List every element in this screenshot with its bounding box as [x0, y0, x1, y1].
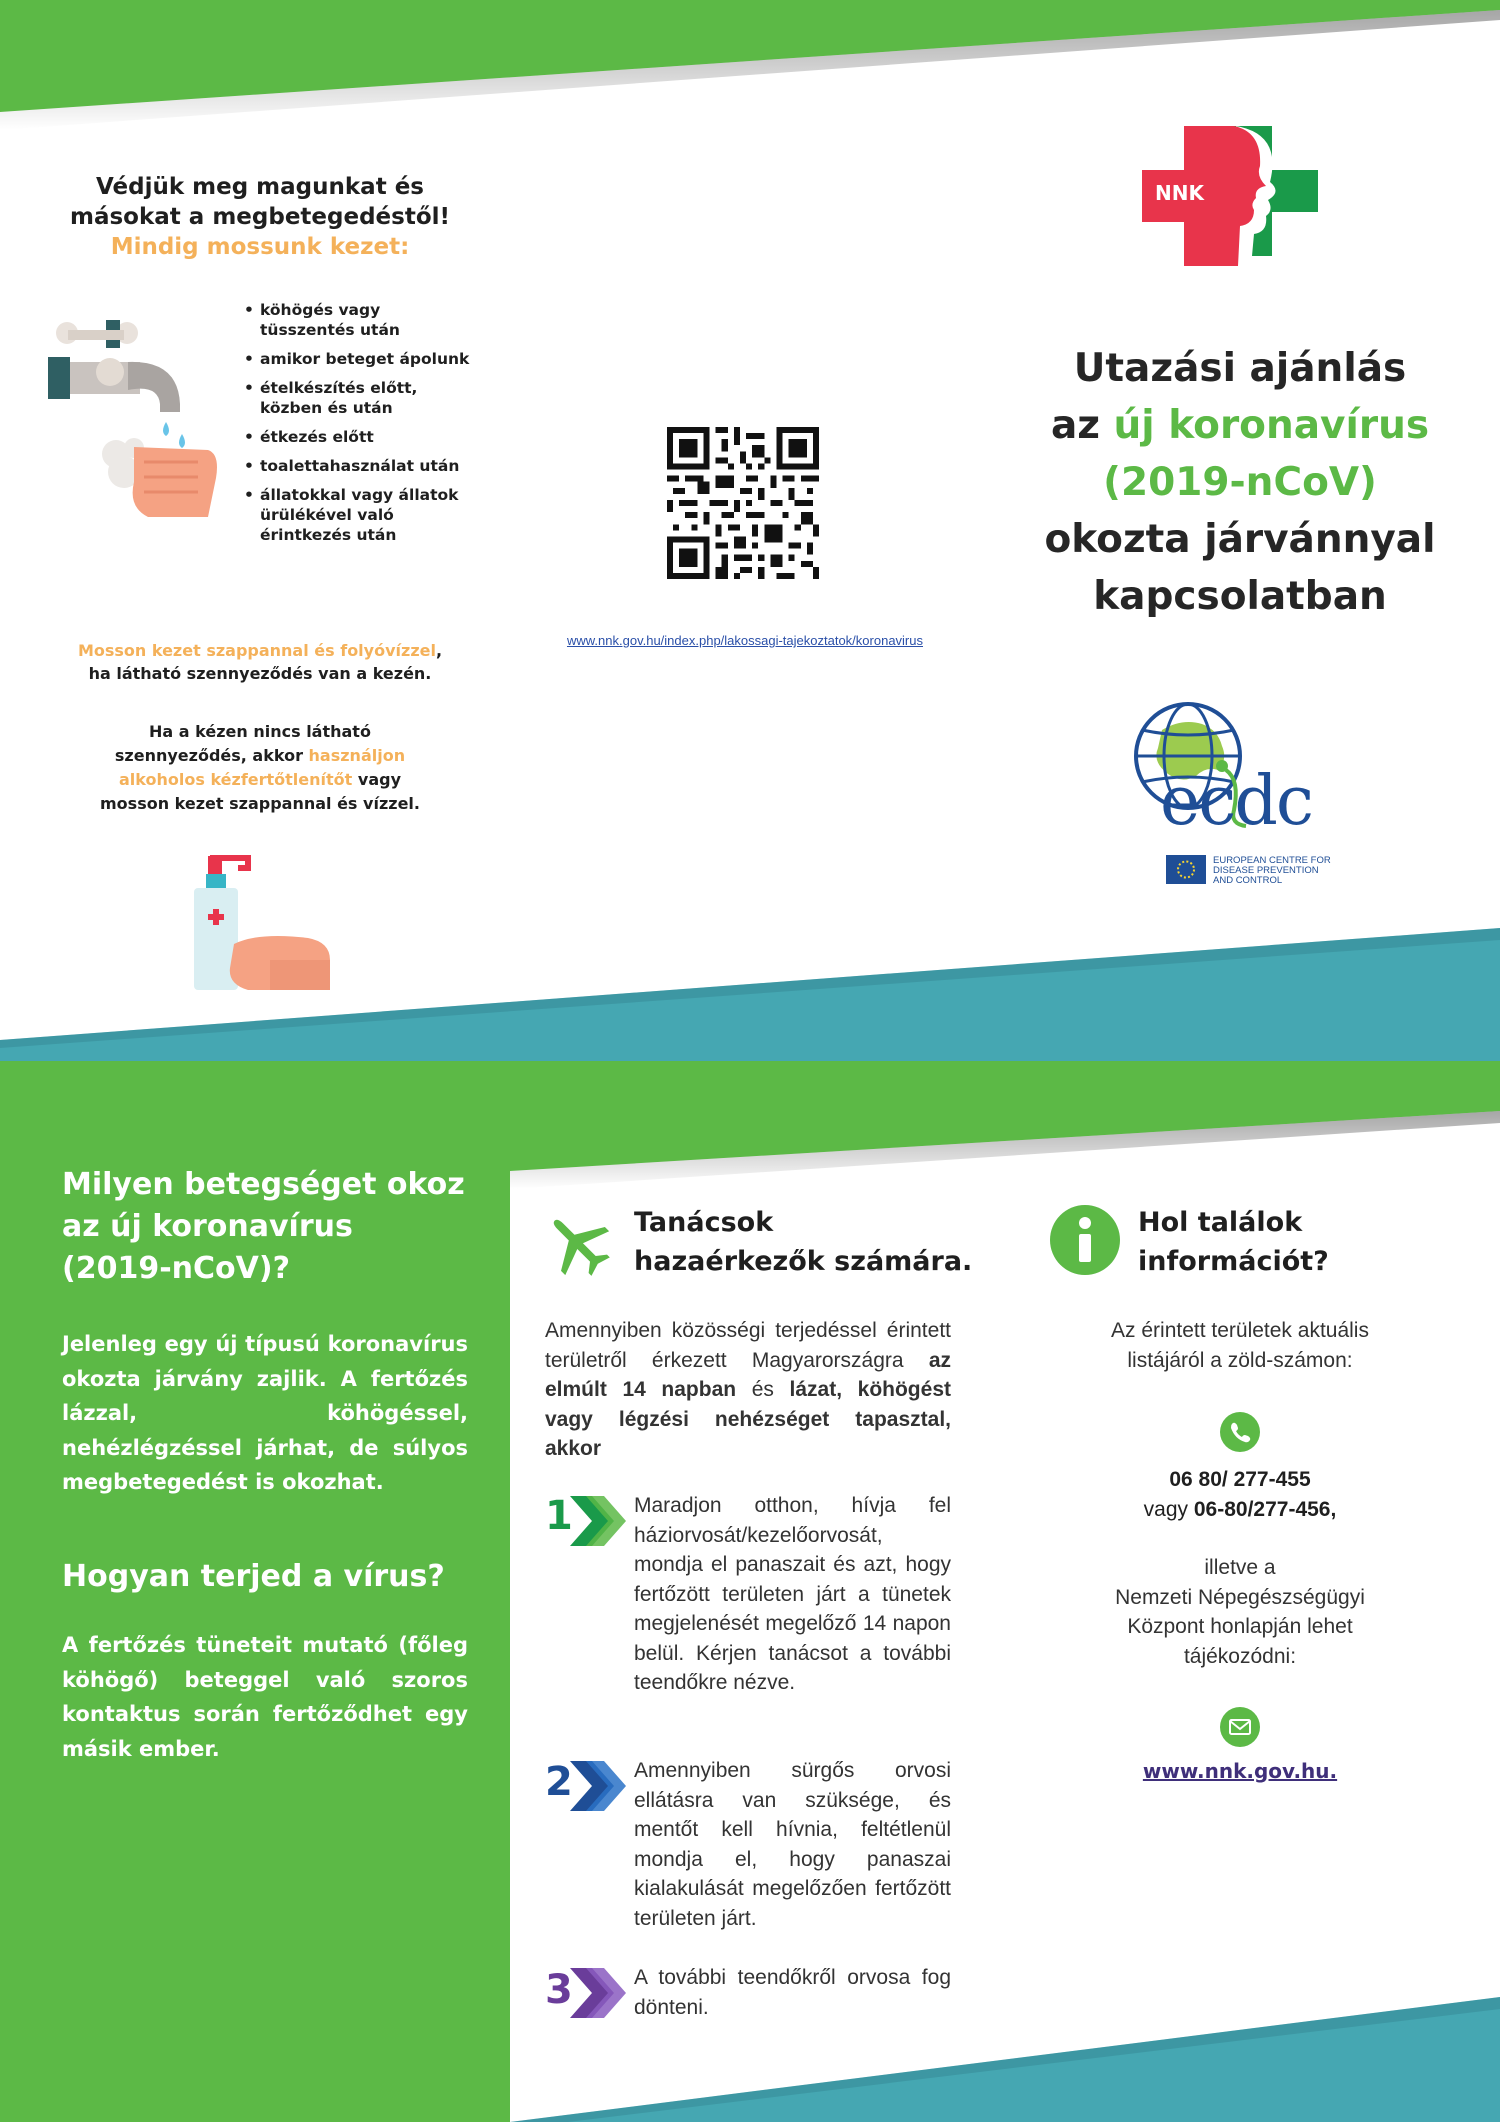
- info-center-text: [1070, 1553, 1410, 1671]
- sanitizer-tip-part2: vagy mosson kezet szappannal és vízzel.: [100, 770, 420, 813]
- answer-spread: A fertőzés tüneteit mutató (főleg köhögő) beteggel való szoros kontaktus során fertőződhet egy másik ember.: [62, 1633, 468, 1761]
- phone-number-1[interactable]: 06 80/ 277-455: [1169, 1468, 1311, 1491]
- handwash-subheading: Mindig mossunk kezet:: [110, 234, 410, 260]
- wash-tip-highlight: Mosson kezet szappannal és folyóvízzel: [77, 641, 436, 660]
- ecdc-logo-text: ecdc: [1160, 762, 1312, 841]
- info-center-line3: tájékozódni:: [1183, 1644, 1297, 1668]
- list-item: • amikor beteget ápolunk: [244, 349, 474, 369]
- email-icon: [1220, 1707, 1260, 1747]
- nnk-logo-text: NNK: [1155, 181, 1204, 205]
- intro-text-symptoms: lázat, köhögést vagy légzési nehézséget tapasztal, akkor: [545, 1378, 951, 1460]
- question-disease: Milyen betegséget okoz az új koronavírus (2019-nCoV)?: [62, 1167, 465, 1286]
- eu-flag-icon: [1166, 855, 1206, 884]
- handwash-heading-line1: Védjük meg magunkat és: [95, 174, 424, 200]
- title-line2: [1005, 397, 1475, 454]
- leaflet-title: [1005, 340, 1475, 625]
- ecdc-name-line3: AND CONTROL: [1213, 875, 1283, 886]
- list-item: • állatokkal vagy állatok ürülékével való érintkezés után: [244, 485, 474, 545]
- wash-tip-rest: ha látható szennyeződés van a kezén.: [88, 664, 432, 683]
- airplane-icon: [543, 1209, 613, 1279]
- top-green-band: [0, 0, 1500, 112]
- title-line2-prefix: az: [1050, 403, 1114, 448]
- info-or-text: illetve a: [1204, 1556, 1276, 1579]
- faucet-icon: [48, 312, 228, 527]
- step-text-2: Amennyiben sürgős orvosi ellátásra van szüksége, és mentőt kell hívnia, feltétlenül mondja el, hogy panaszai kialakulását megelőzően fertőzött területen járt.: [634, 1759, 951, 1930]
- phone-number-2[interactable]: 06-80/277-456,: [1193, 1497, 1337, 1521]
- returnee-advice-title: [634, 1203, 994, 1281]
- step-text-1: Maradjon otthon, hívja fel háziorvosát/kezelőorvosát, mondja el panaszait és azt, hogy fertőzött területen járt a tünetek megjelenését megelőző 14 napon belül. Kérjen tanácsot a további teendőkre nézve.: [634, 1494, 951, 1694]
- ecdc-full-name: [1213, 856, 1331, 886]
- intro-text-c: és: [736, 1378, 790, 1401]
- step-3-chevron-icon: [570, 1968, 626, 2018]
- title-virus-name: új koronavírus: [1113, 403, 1430, 448]
- intro-text-a: Amennyiben közösségi terjedéssel érintett területről érkezett Magyarországra: [545, 1319, 951, 1372]
- qr-code-icon: [667, 427, 819, 579]
- info-title: [1138, 1203, 1438, 1281]
- step-1-chevron-icon: [570, 1496, 626, 1546]
- title-line5: kapcsolatban: [1093, 574, 1387, 619]
- title-line1: Utazási ajánlás: [1073, 346, 1407, 391]
- handwash-bullet-list: [244, 300, 474, 554]
- returnee-intro: [545, 1316, 951, 1464]
- title-line3: (2019-nCoV): [1103, 460, 1377, 505]
- list-item: • toalettahasználat után: [244, 456, 474, 476]
- nnk-coronavirus-link[interactable]: www.nnk.gov.hu/index.php/lakossagi-tajekoztatok/koronavirus: [566, 633, 923, 648]
- info-intro: Az érintett területek aktuális listájáról a zöld-számon:: [1111, 1319, 1369, 1372]
- sanitizer-tip-part1: Ha a kézen nincs látható szennyeződés, akkor: [114, 722, 371, 765]
- hand-sanitizer-icon: [188, 852, 333, 990]
- list-item: • köhögés vagy tüsszentés után: [244, 300, 474, 340]
- list-item: • étkezés előtt: [244, 427, 474, 447]
- returnee-title-line1: Tanácsok: [634, 1207, 774, 1238]
- info-center-line2: Központ honlapján lehet: [1127, 1615, 1353, 1638]
- list-item: • ételkészítés előtt, közben és után: [244, 378, 474, 418]
- intro-text-14-days: az elmúlt 14 napban: [545, 1348, 951, 1401]
- sanitizer-tip: [100, 720, 420, 816]
- handwash-heading: [60, 172, 460, 262]
- info-title-line2: információt?: [1138, 1246, 1329, 1277]
- sanitizer-tip-highlight: használjon alkoholos kézfertőtlenítőt: [119, 746, 406, 789]
- question-spread: Hogyan terjed a vírus?: [62, 1559, 445, 1594]
- step-number-2: 2: [545, 1759, 573, 1805]
- ecdc-name-line1: EUROPEAN CENTRE FOR: [1213, 855, 1331, 866]
- step-text-3: A további teendőkről orvosa fog dönteni.: [634, 1966, 951, 2019]
- green-phone-numbers: [1070, 1465, 1410, 1524]
- step-number-3: 3: [545, 1967, 573, 2013]
- step-number-1: 1: [545, 1493, 573, 1539]
- title-line4: okozta járvánnyal: [1044, 517, 1436, 562]
- wash-tip-comma: ,: [435, 641, 443, 660]
- returnee-title-line2: hazaérkezők számára.: [634, 1246, 973, 1277]
- nnk-website-link[interactable]: www.nnk.gov.hu.: [1142, 1759, 1338, 1783]
- phone-icon: [1220, 1412, 1260, 1452]
- info-icon: [1050, 1205, 1120, 1275]
- leaflet-inside-sheet: [0, 1061, 1500, 2122]
- answer-disease: Jelenleg egy új típusú koronavírus okozta járvány zajlik. A fertőzés lázzal, köhögéssel, nehézlégzéssel járhat, de súlyos megbetegedést is okozhat.: [62, 1332, 468, 1494]
- info-center-line1: Nemzeti Népegészségügyi: [1115, 1585, 1365, 1609]
- step-2-chevron-icon: [570, 1761, 626, 1811]
- handwash-heading-line2: másokat a megbetegedéstől!: [70, 204, 450, 230]
- phone-or-text: vagy: [1143, 1497, 1194, 1521]
- info-title-line1: Hol találok: [1138, 1207, 1303, 1238]
- wash-tip: [70, 639, 450, 685]
- ecdc-name-line2: DISEASE PREVENTION: [1213, 865, 1319, 876]
